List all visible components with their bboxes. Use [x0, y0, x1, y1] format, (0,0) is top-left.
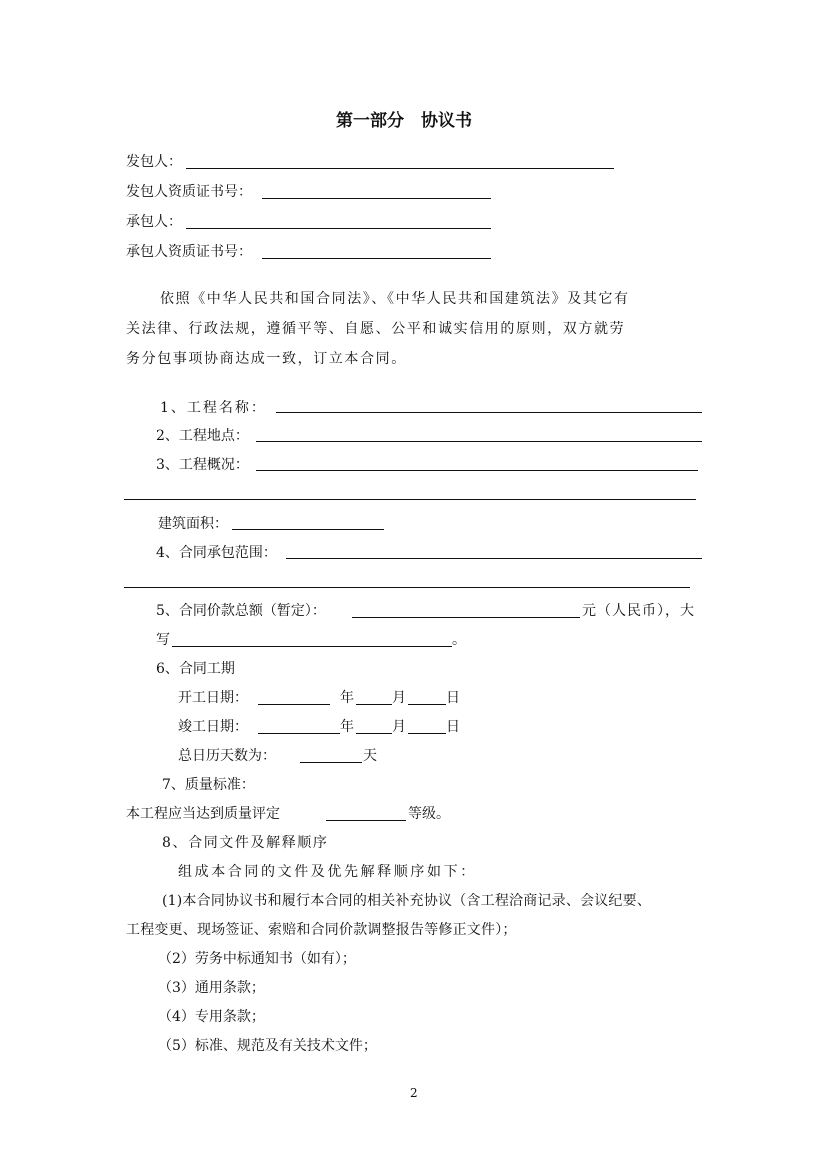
documents-intro: 组成本合同的文件及优先解释顺序如下：: [178, 864, 477, 880]
finish-month-label: 月: [392, 719, 406, 735]
employer-blank[interactable]: [186, 168, 614, 169]
project-location-blank[interactable]: [256, 441, 702, 442]
document-1-line-2: 工程变更、现场签证、索赔和合同价款调整报告等修正文件）；: [126, 922, 517, 938]
total-days-blank[interactable]: [300, 762, 362, 763]
project-overview-blank-2[interactable]: [124, 499, 696, 500]
documents-label: 8、合同文件及解释顺序: [162, 835, 329, 851]
finish-month-blank[interactable]: [356, 733, 392, 734]
quality-blank[interactable]: [326, 820, 406, 821]
price-words-end: 。: [452, 632, 466, 648]
employer-cert-label: 发包人资质证书号：: [126, 184, 252, 200]
total-days-label: 总日历天数为：: [178, 748, 276, 764]
page-number: 2: [410, 1086, 418, 1100]
quality-text: 本工程应当达到质量评定: [126, 806, 280, 822]
document-1-line-1: (1)本合同协议书和履行本合同的相关补充协议（含工程洽商记录、会议纪要、: [162, 893, 652, 909]
price-unit: 元（人民币），大: [582, 603, 695, 619]
price-blank[interactable]: [352, 617, 580, 618]
duration-label: 6、合同工期: [156, 661, 235, 677]
start-date-blank[interactable]: [258, 704, 330, 705]
finish-date-blank[interactable]: [258, 733, 340, 734]
quality-label: 7、质量标准：: [162, 777, 255, 793]
start-date-label: 开工日期：: [178, 690, 248, 706]
page-title: 第一部分 协议书: [336, 111, 472, 131]
document-3: （3）通用条款；: [158, 980, 265, 996]
finish-day-blank[interactable]: [408, 733, 446, 734]
start-year-label: 年: [340, 690, 354, 706]
contractor-cert-blank[interactable]: [262, 258, 491, 259]
employer-label: 发包人：: [126, 154, 182, 170]
project-name-label: 1、工程名称：: [160, 400, 267, 416]
floor-area-blank[interactable]: [232, 529, 384, 530]
intro-line-3: 务分包事项协商达成一致，订立本合同。: [126, 351, 407, 367]
price-words-blank[interactable]: [172, 646, 452, 647]
finish-date-label: 竣工日期：: [178, 719, 248, 735]
project-overview-label: 3、工程概况：: [156, 457, 249, 473]
project-overview-blank[interactable]: [256, 470, 698, 471]
intro-line-2: 关法律、行政法规，遵循平等、自愿、公平和诚实信用的原则，双方就劳: [126, 321, 626, 337]
project-name-blank[interactable]: [276, 412, 702, 413]
employer-cert-blank[interactable]: [262, 198, 491, 199]
start-day-label: 日: [446, 690, 460, 706]
project-location-label: 2、工程地点：: [156, 428, 249, 444]
price-words-label: 写: [156, 632, 170, 648]
document-4: （4）专用条款；: [158, 1009, 265, 1025]
scope-label: 4、合同承包范围：: [156, 545, 277, 561]
finish-day-label: 日: [446, 719, 460, 735]
finish-year-label: 年: [340, 719, 354, 735]
contractor-label: 承包人：: [126, 214, 182, 230]
scope-blank-2[interactable]: [124, 587, 690, 588]
start-month-blank[interactable]: [356, 704, 392, 705]
document-2: （2）劳务中标通知书（如有）；: [158, 951, 356, 967]
contractor-blank[interactable]: [186, 228, 491, 229]
intro-line-1: 依照《中华人民共和国合同法》、《中华人民共和国建筑法》及其它有: [160, 291, 630, 307]
start-month-label: 月: [392, 690, 406, 706]
price-label: 5、合同价款总额（暂定）：: [156, 603, 326, 619]
quality-text-end: 等级。: [408, 806, 450, 822]
total-days-unit: 天: [363, 748, 377, 764]
contractor-cert-label: 承包人资质证书号：: [126, 244, 252, 260]
floor-area-label: 建筑面积：: [158, 516, 228, 532]
start-day-blank[interactable]: [408, 704, 446, 705]
document-5: （5）标准、规范及有关技术文件；: [158, 1038, 377, 1054]
scope-blank[interactable]: [286, 558, 702, 559]
